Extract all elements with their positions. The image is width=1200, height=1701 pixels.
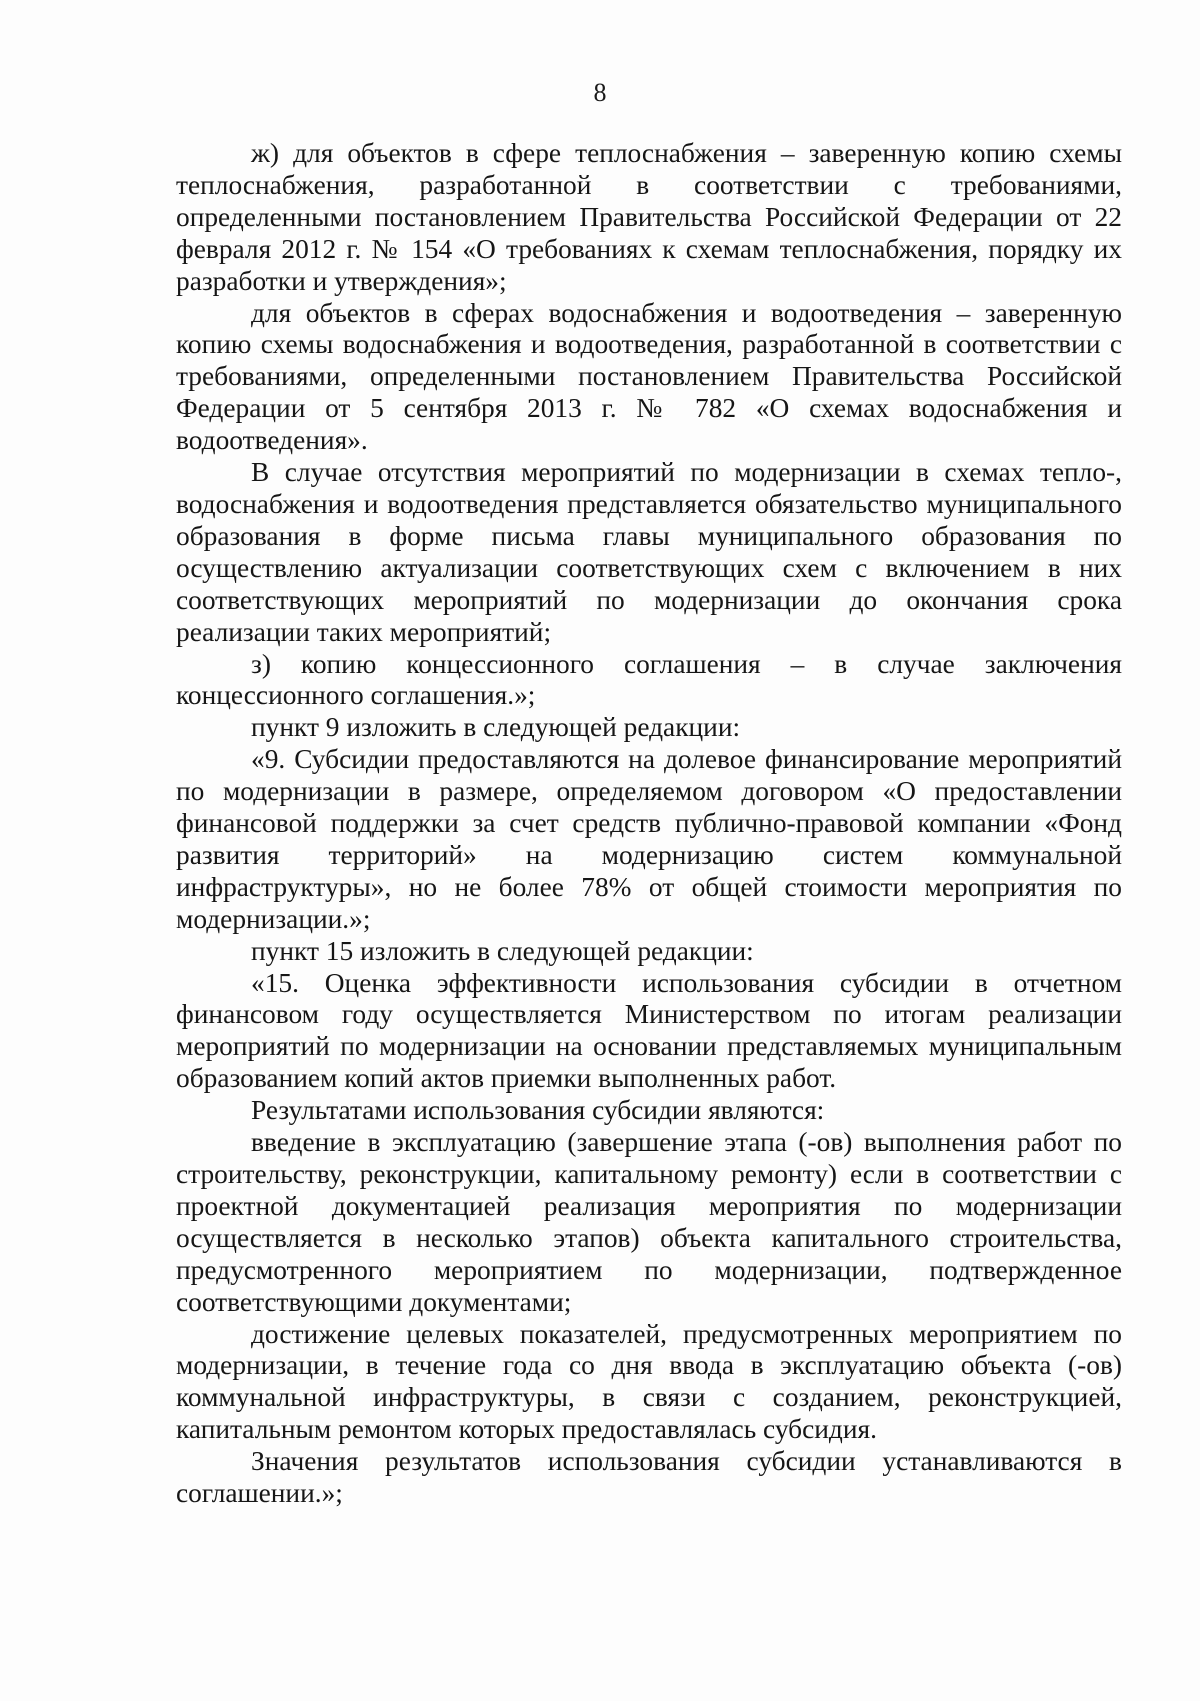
paragraph: для объектов в сферах водоснабжения и водоотведения – заверенную копию схемы водоснабжения и водоотведения, разработанной в соответствии с требованиями, определенными постановлением Правительства Российской Федерации от 5 сентября 2013 г. № 782 «О схемах водоснабжения и водоотведения».	[176, 297, 1122, 456]
paragraph: з) копию концессионного соглашения – в случае заключения концессионного соглашения.»;	[176, 648, 1122, 711]
paragraph: «9. Субсидии предоставляются на долевое финансирование мероприятий по модернизации в размере, определяемом договором «О предоставлении финансовой поддержки за счет средств публично-правовой компании «Фонд развития территорий» на модернизацию систем коммунальной инфраструктуры», но не более 78% от общей стоимости мероприятия по модернизации.»;	[176, 744, 1122, 934]
paragraph: введение в эксплуатацию (завершение этапа (-ов) выполнения работ по строительству, реконструкции, капитальному ремонту) если в соответствии с проектной документацией реализация мероприятия по модернизации осуществляется в несколько этапов) объекта капитального строительства, предусмотренного мероприятием по модернизации, подтвержденное соответствующими документами;	[176, 1127, 1122, 1317]
page-number: 8	[593, 78, 607, 107]
paragraph: пункт 15 изложить в следующей редакции:	[251, 935, 754, 966]
paragraph: ж) для объектов в сфере теплоснабжения – заверенную копию схемы теплоснабжения, разработанной в соответствии с требованиями, определенными постановлением Правительства Российской Федерации от 22 февраля 2012 г. № 154 «О требованиях к схемам теплоснабжения, порядку их разработки и утверждения»;	[176, 138, 1122, 296]
paragraph: Результатами использования субсидии являются:	[251, 1095, 825, 1126]
paragraph: В случае отсутствия мероприятий по модернизации в схемах тепло-, водоснабжения и водоотведения представляется обязательство муниципального образования в форме письма главы муниципального образования по осуществлению актуализации соответствующих схем с включением в них соответствующих мероприятий по модернизации до окончания срока реализации таких мероприятий;	[176, 457, 1122, 647]
paragraph: пункт 9 изложить в следующей редакции:	[251, 712, 741, 743]
paragraph: Значения результатов использования субсидии устанавливаются в соглашении.»;	[176, 1446, 1122, 1509]
paragraph: достижение целевых показателей, предусмотренных мероприятием по модернизации, в течение года со дня ввода в эксплуатацию объекта (-ов) коммунальной инфраструктуры, в связи с созданием, реконструкцией, капитальным ремонтом которых предоставлялась субсидия.	[176, 1318, 1122, 1445]
document-body	[176, 138, 1122, 1510]
paragraph: «15. Оценка эффективности использования субсидии в отчетном финансовом году осуществляется Министерством по итогам реализации мероприятий по модернизации на основании представляемых муниципальным образованием копий актов приемки выполненных работ.	[176, 967, 1122, 1094]
